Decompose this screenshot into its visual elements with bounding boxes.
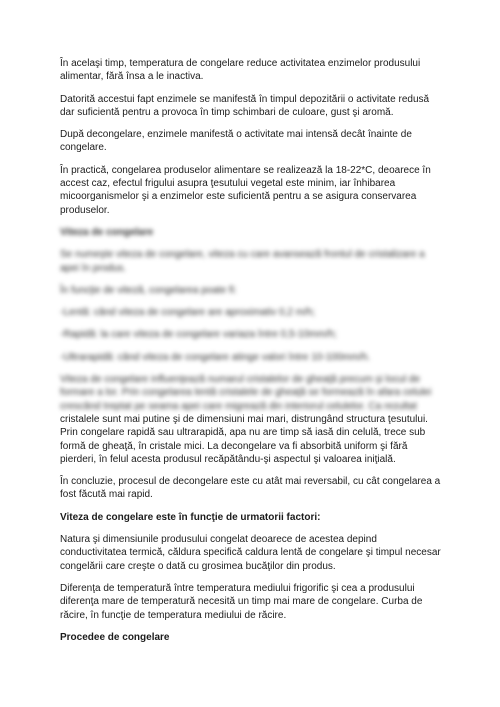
list-item-ultrafast: -Ultrarapidă: când viteza de congelare atinge valori între 10-100mm/h.	[60, 351, 371, 363]
heading-freezing-methods: Procedee de congelare	[60, 631, 170, 643]
list-item-fast: -Rapidă: la care viteza de congelare variaza între 0,5-10mm/h;	[60, 329, 337, 341]
paragraph-crystals-continued: cristalele sunt mai putine şi de dimensiuni mai mari, distrungând structura ţesutului. Prin congelare rapidă sau ultrarapidă, apa nu are timp să iasă din celulă, trece sub formă de gheaţă, în cristale mici. La decongelare va fi absorbită uniform şi fără pierderi, în felul acesta produsul recăpătându-şi aspectul şi valoarea iniţială.	[60, 413, 428, 465]
paragraph-speed-definition: Se numeşte viteza de congelare, viteza cu care avansează frontul de cristalizare a apei în produs.	[60, 249, 425, 274]
paragraph-practice: În practică, congelarea produselor alimentare se realizează la 18-22*C, deoarece în accest caz, efectul frigului asupra ţesutului vegetal este minim, iar înhibarea micoorganismelor şi a enzimelor este suficientă pentru a se asigura conservarea produselor.	[60, 164, 431, 216]
paragraph-enzyme-temperature: În acelaşi timp, temperatura de congelare reduce activitatea enzimelor produsului alimentar, fără însa a le inactiva.	[60, 58, 421, 83]
paragraph-enzyme-activity: Datorită accestui fapt enzimele se manifestă în timpul depozitării o activitate redusă dar suficientă pentru a provoca în timp schimbari de culoare, gust şi aromă.	[60, 93, 430, 118]
paragraph-factor-nature: Natura şi dimensiunile produsului congelat deoarece de acestea depind conductivitatea termică, căldura specifică caldura lentă de congelare şi timpul necesar congelării care creşte o dată cu grosimea bucăţilor din produs.	[60, 534, 441, 572]
document-body	[60, 57, 445, 644]
paragraph-factor-temperature: Diferenţa de temperatură între temperatura mediului frigorific şi cea a produsului diferenţa mare de temperatură necesită un timp mai mare de congelare. Curba de răcire, în funcţie de temperatura mediului de răcire.	[60, 582, 423, 621]
paragraph-crystals-blurred: Viteza de congelare influenţează numarul cristalelor de gheaţă precum şi locul de formare a lor. Prin congelarea lentă cristalele de gheaţă se formează în afara celulei crescând treptat pe seama apei care migrează din interiorul celulelor. Ca rezultat	[60, 374, 432, 412]
paragraph-conclusion: În concluzie, procesul de decongelare este cu atât mai reversabil, cu cât congelarea a fost făcută mai rapid.	[60, 476, 441, 501]
paragraph-after-thawing: După decongelare, enzimele manifestă o activitate mai intensă decât înainte de congelare.	[60, 129, 412, 154]
heading-freezing-speed: Viteza de congelare	[60, 226, 154, 238]
paragraph-speed-types: În funcţie de viteză, congelarea poate fi:	[60, 284, 237, 296]
list-item-slow: -Lentă: când viteza de congelare are aproximativ 0,2 m/h;	[60, 307, 316, 319]
heading-speed-factors: Viteza de congelare este în funcţie de urmatorii factori:	[60, 511, 321, 523]
